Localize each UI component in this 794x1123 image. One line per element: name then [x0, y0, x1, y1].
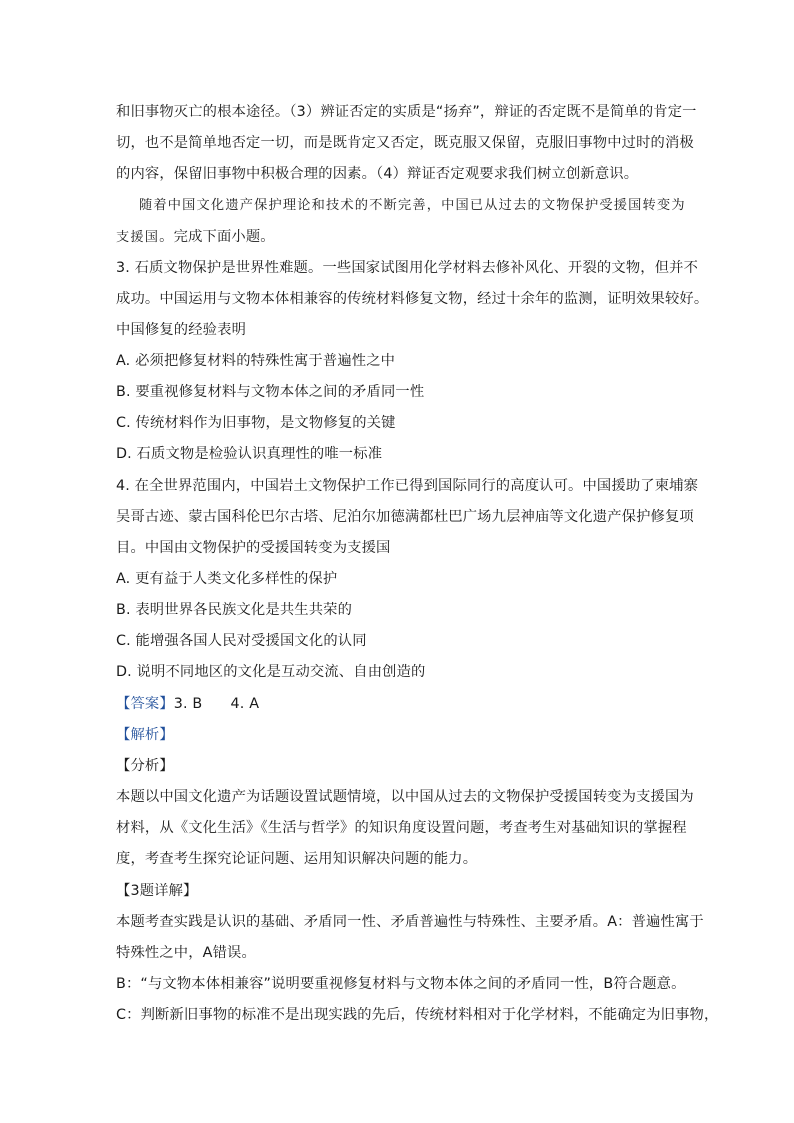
fenxi-text: 度，考查考生探究论证问题、运用知识解决问题的能力。 — [116, 851, 478, 867]
answer-values: 3. B 4. A — [173, 696, 260, 712]
question-3-option-d: D. 石质文物是检验认识真理性的唯一标准 — [116, 446, 383, 462]
question-3-stem: 成功。中国运用与文物本体相兼容的传统材料修复文物，经过十余年的监测，证明效果较好。 — [116, 291, 709, 307]
question-3-option-c: C. 传统材料作为旧事物，是文物修复的关键 — [116, 415, 396, 431]
q3-detail-text: C：判断新旧事物的标准不是出现实践的先后，传统材料相对于化学材料，不能确定为旧事物， — [116, 1007, 719, 1023]
material-intro-rest: 。完成下面小题。 — [159, 229, 275, 245]
question-4-stem: 吴哥古迹、蒙古国科伦巴尔古塔、尼泊尔加德满都杜巴广场九层神庙等文化遗产保护修复项 — [116, 509, 694, 525]
q3-detail-text: B：“与文物本体相兼容”说明要重视修复材料与文物本体之间的矛盾同一性，B符合题意。 — [116, 976, 686, 992]
question-4-option-d: D. 说明不同地区的文化是互动交流、自由创造的 — [116, 664, 426, 680]
answer-label: 【答案】 — [116, 696, 174, 712]
q3-detail-text: 本题考查实践是认识的基础、矛盾同一性、矛盾普遍性与特殊性、主要矛盾。A：普遍性寓于 — [116, 914, 704, 930]
material-intro-line — [116, 227, 275, 248]
question-3-stem: 3. 石质文物保护是世界性难题。一些国家试图用化学材料去修补风化、开裂的文物，但并不 — [116, 260, 699, 276]
paragraph-line: 切，也不是简单地否定一切，而是既肯定又否定，既克服又保留，克服旧事物中过时的消极 — [116, 135, 694, 151]
q3-detail-label: 【3题详解】 — [116, 883, 198, 899]
material-intro-serif-part: 支援国 — [116, 230, 160, 245]
question-3-option-a: A. 必须把修复材料的特殊性寓于普遍性之中 — [116, 353, 396, 369]
question-4-stem: 目。中国由文物保护的受援国转变为支援国 — [116, 540, 391, 556]
question-4-option-c: C. 能增强各国人民对受援国文化的认同 — [116, 633, 367, 649]
fenxi-text: 材料，从《文化生活》《生活与哲学》的知识角度设置问题，考查考生对基础知识的掌握程 — [116, 820, 687, 836]
q3-detail-text: 特殊性之中，A错误。 — [116, 945, 256, 961]
paragraph-line: 和旧事物灭亡的根本途径。（3）辨证否定的实质是“扬弃”，辩证的否定既不是简单的肯定一 — [116, 104, 697, 120]
paragraph-line: 的内容，保留旧事物中积极合理的因素。（4）辩证否定观要求我们树立创新意识。 — [116, 166, 639, 182]
question-4-stem: 4. 在全世界范围内，中国岩土文物保护工作已得到国际同行的高度认可。中国援助了柬埔寨 — [116, 478, 699, 494]
question-4-option-b: B. 表明世界各民族文化是共生共荣的 — [116, 602, 353, 618]
question-4-option-a: A. 更有益于人类文化多样性的保护 — [116, 571, 338, 587]
analysis-label: 【解析】 — [116, 727, 174, 743]
fenxi-text: 本题以中国文化遗产为话题设置试题情境，以中国从过去的文物保护受援国转变为支援国为 — [116, 789, 694, 805]
fenxi-label: 【分析】 — [116, 758, 174, 774]
material-intro-line: 随着中国文化遗产保护理论和技术的不断完善，中国已从过去的文物保护受援国转变为 — [139, 198, 686, 213]
question-3-stem: 中国修复的经验表明 — [116, 322, 247, 338]
question-3-option-b: B. 要重视修复材料与文物本体之间的矛盾同一性 — [116, 384, 425, 400]
answer-line — [116, 694, 259, 714]
